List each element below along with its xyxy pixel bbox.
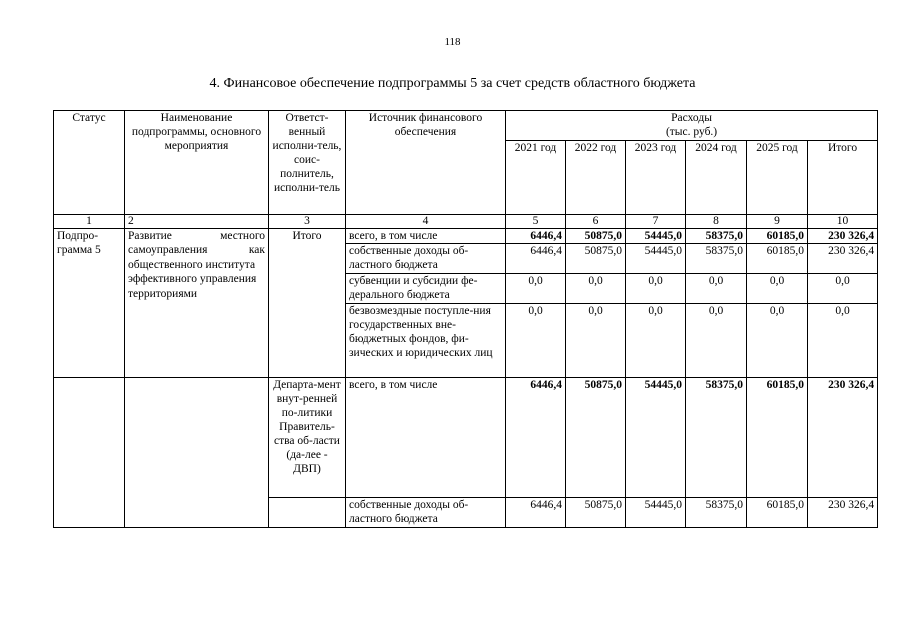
value-cell: 6446,4 (506, 378, 566, 498)
value-cell: 0,0 (808, 274, 878, 304)
value-cell: 230 326,4 (808, 244, 878, 274)
program-name-line: Развитие местного (128, 230, 265, 242)
header-status: Статус (54, 111, 125, 215)
value-cell: 50875,0 (566, 498, 626, 528)
header-name: Наименование подпрограммы, основного мероприятия (125, 111, 269, 215)
financing-table (53, 110, 878, 528)
program-name-rest: общественного института эффективного управления территориями (128, 258, 257, 300)
header-year-2025: 2025 год (747, 141, 808, 215)
value-cell: 230 326,4 (808, 378, 878, 498)
value-cell: 0,0 (808, 304, 878, 378)
column-number: 3 (269, 215, 346, 229)
header-responsible: Ответст-венный исполни-тель, соис-полнитель, исполни-тель (269, 111, 346, 215)
value-cell: 0,0 (506, 274, 566, 304)
value-cell: 230 326,4 (808, 229, 878, 244)
value-cell: 54445,0 (626, 498, 686, 528)
header-year-2023: 2023 год (626, 141, 686, 215)
empty-cell (269, 498, 346, 528)
value-cell: 50875,0 (566, 229, 626, 244)
header-year-2022: 2022 год (566, 141, 626, 215)
source-cell: собственные доходы об-ластного бюджета (346, 498, 506, 528)
value-cell: 0,0 (566, 304, 626, 378)
value-cell: 60185,0 (747, 498, 808, 528)
column-number: 8 (686, 215, 747, 229)
source-cell: всего, в том числе (346, 229, 506, 244)
column-number: 6 (566, 215, 626, 229)
value-cell: 58375,0 (686, 378, 747, 498)
value-cell: 60185,0 (747, 378, 808, 498)
value-cell: 58375,0 (686, 244, 747, 274)
value-cell: 50875,0 (566, 244, 626, 274)
header-expenses-unit: (тыс. руб.) (665, 126, 718, 138)
document-title: 4. Финансовое обеспечение подпрограммы 5 за счет средств областного бюджета (209, 76, 696, 91)
header-year-2021: 2021 год (506, 141, 566, 215)
value-cell: 60185,0 (747, 244, 808, 274)
source-cell: собственные доходы об-ластного бюджета (346, 244, 506, 274)
program-name (125, 229, 269, 378)
source-cell: всего, в том числе (346, 378, 506, 498)
value-cell: 0,0 (747, 304, 808, 378)
column-number: 1 (54, 215, 125, 229)
program-status: Подпро-грамма 5 (54, 229, 125, 378)
value-cell: 58375,0 (686, 498, 747, 528)
value-cell: 6446,4 (506, 498, 566, 528)
page-number: 118 (444, 36, 461, 48)
department-responsible: Департа-мент внут-ренней по-литики Правитель-ства об-ласти (да-лее - ДВП) (269, 378, 346, 498)
value-cell: 0,0 (686, 274, 747, 304)
source-cell: субвенции и субсидии фе-дерального бюджета (346, 274, 506, 304)
program-responsible: Итого (269, 229, 346, 378)
value-cell: 230 326,4 (808, 498, 878, 528)
value-cell: 50875,0 (566, 378, 626, 498)
value-cell: 0,0 (506, 304, 566, 378)
column-number: 4 (346, 215, 506, 229)
header-expenses (506, 111, 878, 141)
value-cell: 54445,0 (626, 244, 686, 274)
value-cell: 6446,4 (506, 229, 566, 244)
value-cell: 6446,4 (506, 244, 566, 274)
value-cell: 0,0 (626, 274, 686, 304)
table-row (54, 229, 878, 244)
header-total: Итого (808, 141, 878, 215)
empty-cell (125, 378, 269, 528)
value-cell: 60185,0 (747, 229, 808, 244)
program-name-line: самоуправления как (128, 244, 265, 257)
column-number: 5 (506, 215, 566, 229)
value-cell: 54445,0 (626, 229, 686, 244)
column-number: 10 (808, 215, 878, 229)
value-cell: 0,0 (747, 274, 808, 304)
empty-cell (54, 378, 125, 528)
column-number: 2 (125, 215, 269, 229)
header-year-2024: 2024 год (686, 141, 747, 215)
column-number: 9 (747, 215, 808, 229)
column-number: 7 (626, 215, 686, 229)
value-cell: 54445,0 (626, 378, 686, 498)
value-cell: 0,0 (566, 274, 626, 304)
source-cell: безвозмездные поступле-ния государственных вне-бюджетных фондов, фи-зических и юридических лиц (346, 304, 506, 378)
header-expenses-label: Расходы (671, 112, 712, 124)
value-cell: 58375,0 (686, 229, 747, 244)
header-source: Источник финансового обеспечения (346, 111, 506, 215)
table-row (54, 378, 878, 498)
value-cell: 0,0 (686, 304, 747, 378)
value-cell: 0,0 (626, 304, 686, 378)
